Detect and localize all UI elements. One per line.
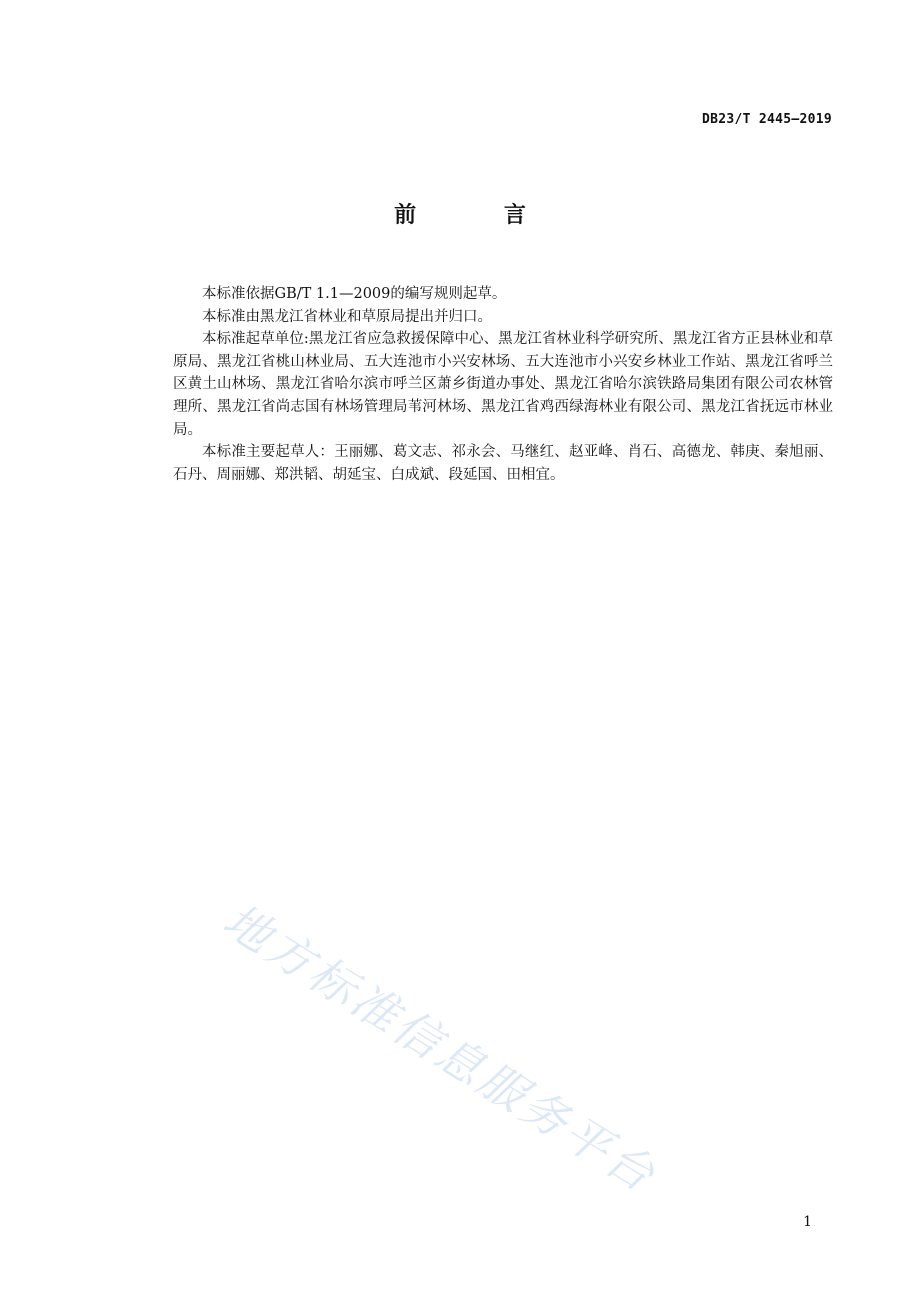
paragraph-drafting-rules: 本标准依据GB/T 1.1—2009的编写规则起草。 (202, 286, 507, 302)
preface-body (173, 283, 833, 486)
watermark: 地方标准信息服务平台 (214, 892, 667, 1204)
page-number: 1 (803, 1214, 812, 1230)
paragraph-proposer: 本标准由黑龙江省林业和草原局提出并归口。 (202, 308, 492, 325)
page-title: 前 言 (394, 203, 566, 228)
document-code: DB23/T 2445—2019 (701, 112, 832, 127)
paragraph-drafters: 本标准主要起草人：王丽娜、葛文志、祁永会、马继红、赵亚峰、肖石、高德龙、韩庚、秦旭丽、石丹、周丽娜、郑洪韬、胡延宝、白成斌、段延国、田相宜。 (173, 444, 833, 483)
paragraph-drafting-units: 本标准起草单位:黑龙江省应急救援保障中心、黑龙江省林业科学研究所、黑龙江省方正县林业和草原局、黑龙江省桃山林业局、五大连池市小兴安林场、五大连池市小兴安乡林业工作站、黑龙江省呼兰区黄土山林场、黑龙江省哈尔滨市呼兰区萧乡街道办事处、黑龙江省哈尔滨铁路局集团有限公司农林管理所、黑龙江省尚志国有林场管理局苇河林场、黑龙江省鸡西绿海林业有限公司、黑龙江省抚远市林业局。 (173, 331, 833, 438)
